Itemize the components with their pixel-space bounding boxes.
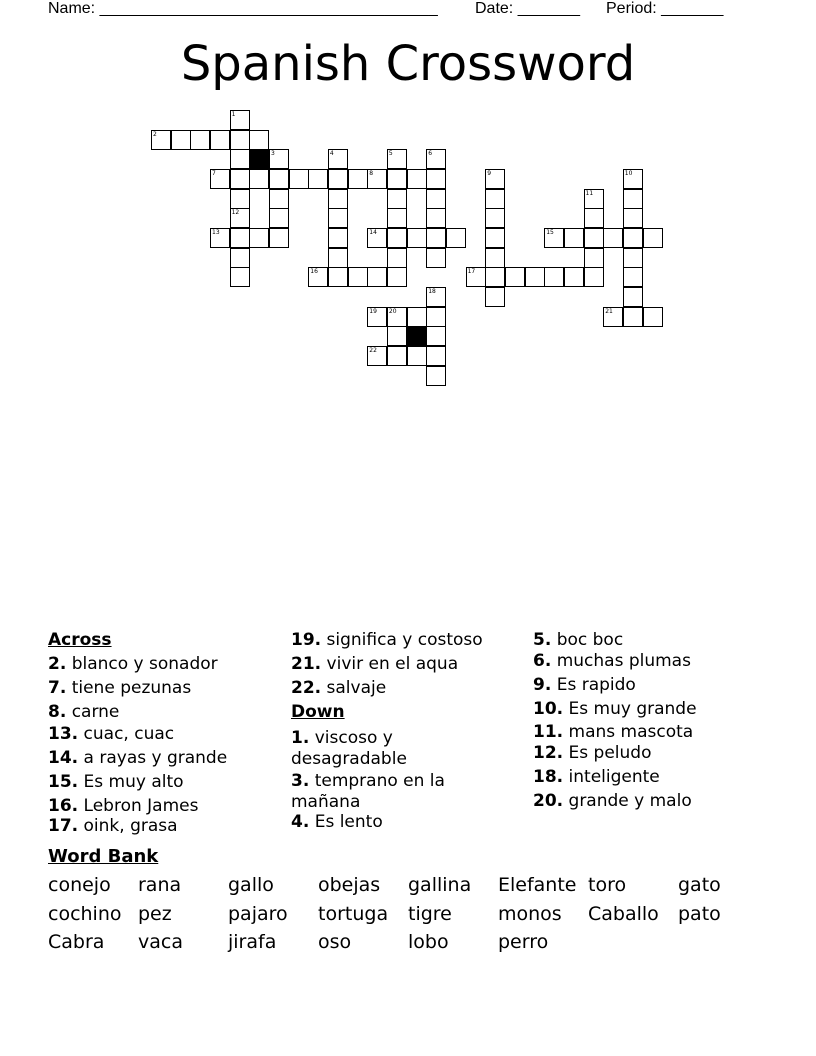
grid-cell[interactable] <box>230 228 250 248</box>
grid-cell[interactable] <box>407 228 427 248</box>
cell-number: 12 <box>231 209 240 217</box>
cell-number: 2 <box>153 130 157 138</box>
grid-cell-6[interactable] <box>426 149 446 169</box>
word-bank-item: rana <box>138 874 182 896</box>
grid-cell-14[interactable] <box>367 228 387 248</box>
grid-cell[interactable] <box>426 169 446 189</box>
grid-cell[interactable] <box>643 307 663 327</box>
clue-down-1: 1. viscoso y desagradable <box>291 728 407 769</box>
grid-cell[interactable] <box>387 326 407 346</box>
clue-across-17: 17. oink, grasa <box>48 816 178 836</box>
grid-cell[interactable] <box>328 208 348 228</box>
grid-cell[interactable] <box>210 130 230 150</box>
grid-cell[interactable] <box>387 346 407 366</box>
crossword-grid <box>0 0 816 400</box>
grid-cell[interactable] <box>269 169 289 189</box>
grid-cell-2[interactable] <box>151 130 171 150</box>
cell-number: 18 <box>428 287 436 295</box>
word-bank-item: conejo <box>48 874 111 896</box>
word-bank-item: gato <box>678 874 721 896</box>
grid-cell[interactable] <box>584 228 604 248</box>
cell-number: 3 <box>271 150 275 158</box>
grid-cell[interactable] <box>269 228 289 248</box>
clue-down-10: 10. Es muy grande <box>533 699 697 719</box>
period-label: Period: _______ <box>606 0 724 17</box>
clue-down-20: 20. grande y malo <box>533 791 692 811</box>
grid-cell[interactable] <box>230 130 250 150</box>
word-bank-item: vaca <box>138 931 183 953</box>
grid-cell[interactable] <box>485 189 505 209</box>
grid-cell-15[interactable] <box>544 228 564 248</box>
clue-across-8: 8. carne <box>48 702 120 722</box>
black-cell <box>249 149 269 169</box>
word-bank-item: pato <box>678 903 721 925</box>
word-bank-item: pez <box>138 903 172 925</box>
grid-cell[interactable] <box>584 267 604 287</box>
grid-cell[interactable] <box>230 169 250 189</box>
grid-cell[interactable] <box>643 228 663 248</box>
grid-cell[interactable] <box>269 189 289 209</box>
grid-cell[interactable] <box>407 307 427 327</box>
grid-cell[interactable] <box>328 267 348 287</box>
grid-cell-4[interactable] <box>328 149 348 169</box>
down-heading: Down <box>291 702 345 722</box>
word-bank-item: gallo <box>228 874 274 896</box>
grid-cell-9[interactable] <box>485 169 505 189</box>
grid-cell[interactable] <box>230 189 250 209</box>
grid-cell[interactable] <box>564 267 584 287</box>
grid-cell[interactable] <box>387 248 407 268</box>
word-bank-item: Caballo <box>588 903 659 925</box>
clue-across-15: 15. Es muy alto <box>48 772 184 792</box>
grid-cell[interactable] <box>623 208 643 228</box>
clue-down-6: 6. muchas plumas <box>533 651 691 671</box>
grid-cell[interactable] <box>623 267 643 287</box>
grid-cell[interactable] <box>584 208 604 228</box>
word-bank-item: Cabra <box>48 931 105 953</box>
grid-cell[interactable] <box>328 248 348 268</box>
word-bank-item: gallina <box>408 874 472 896</box>
grid-cell[interactable] <box>348 267 368 287</box>
grid-cell[interactable] <box>387 208 407 228</box>
grid-cell[interactable] <box>623 228 643 248</box>
word-bank-item: jirafa <box>228 931 277 953</box>
grid-cell[interactable] <box>387 228 407 248</box>
grid-cell-8[interactable] <box>367 169 387 189</box>
clue-down-3: 3. temprano en la mañana <box>291 771 445 812</box>
clue-across-7: 7. tiene pezunas <box>48 678 192 698</box>
grid-cell-18[interactable] <box>426 287 446 307</box>
grid-cell-16[interactable] <box>308 267 328 287</box>
cell-number: 16 <box>310 268 318 276</box>
cell-number: 15 <box>546 229 554 236</box>
grid-cell[interactable] <box>544 267 564 287</box>
cell-number: 8 <box>369 170 374 177</box>
grid-cell[interactable] <box>505 267 525 287</box>
grid-cell[interactable] <box>230 267 250 287</box>
clues-column-3 <box>533 630 773 820</box>
grid-cell-21[interactable] <box>603 307 623 327</box>
cell-number: 21 <box>605 307 613 315</box>
grid-cell[interactable] <box>426 228 446 248</box>
grid-cell[interactable] <box>485 208 505 228</box>
grid-cell[interactable] <box>328 189 348 209</box>
grid-cell[interactable] <box>348 169 368 189</box>
grid-cell[interactable] <box>485 248 505 268</box>
grid-cell[interactable] <box>623 189 643 209</box>
grid-cell-12[interactable] <box>230 208 250 228</box>
grid-cell[interactable] <box>249 169 269 189</box>
clue-down-5: 5. boc boc <box>533 630 624 650</box>
grid-cell[interactable] <box>387 169 407 189</box>
grid-cell[interactable] <box>426 366 446 386</box>
word-bank-item: obejas <box>318 874 381 896</box>
cell-number: 1 <box>231 111 236 118</box>
cell-number: 13 <box>212 229 220 236</box>
word-bank-item: tortuga <box>318 903 389 925</box>
grid-cell-1[interactable] <box>230 110 250 130</box>
cell-number: 4 <box>329 150 334 158</box>
clue-down-12: 12. Es peludo <box>533 743 652 763</box>
grid-cell[interactable] <box>426 248 446 268</box>
grid-cell[interactable] <box>623 307 643 327</box>
clues-column-2 <box>291 630 521 840</box>
cell-number: 19 <box>369 307 377 315</box>
grid-cell[interactable] <box>446 228 466 248</box>
word-bank-item: cochino <box>48 903 122 925</box>
cell-number: 22 <box>369 346 377 354</box>
grid-cell[interactable] <box>249 130 269 150</box>
clue-down-9: 9. Es rapido <box>533 675 636 695</box>
grid-cell[interactable] <box>426 326 446 346</box>
grid-cell[interactable] <box>269 208 289 228</box>
grid-cell-5[interactable] <box>387 149 407 169</box>
cell-number: 6 <box>428 150 433 158</box>
cell-number: 20 <box>388 307 397 315</box>
word-bank-item: Elefante <box>498 874 577 896</box>
grid-cell-22[interactable] <box>367 346 387 366</box>
grid-cell[interactable] <box>564 228 584 248</box>
clue-across-19: 19. significa y costoso <box>291 630 483 650</box>
grid-cell[interactable] <box>603 228 623 248</box>
grid-cell[interactable] <box>407 346 427 366</box>
clue-across-13: 13. cuac, cuac <box>48 724 175 744</box>
name-label: Name: ______________________________________ <box>48 0 438 17</box>
clues-column-1 <box>48 630 278 840</box>
grid-cell[interactable] <box>426 346 446 366</box>
grid-cell-13[interactable] <box>210 228 230 248</box>
black-cell <box>407 326 427 346</box>
grid-cell[interactable] <box>387 267 407 287</box>
clue-down-4: 4. Es lento <box>291 812 383 832</box>
word-bank-item: toro <box>588 874 627 896</box>
grid-cell[interactable] <box>367 267 387 287</box>
clue-across-16: 16. Lebron James <box>48 796 199 816</box>
across-heading: Across <box>48 630 112 650</box>
cell-number: 11 <box>585 189 594 197</box>
grid-cell[interactable] <box>249 228 269 248</box>
cell-number: 10 <box>624 170 633 177</box>
grid-cell[interactable] <box>623 248 643 268</box>
grid-cell[interactable] <box>623 287 643 307</box>
grid-cell[interactable] <box>426 189 446 209</box>
grid-cell-19[interactable] <box>367 307 387 327</box>
grid-cell-10[interactable] <box>623 169 643 189</box>
grid-cell[interactable] <box>230 149 250 169</box>
grid-cell[interactable] <box>426 307 446 327</box>
grid-cell[interactable] <box>525 267 545 287</box>
date-label: Date: _______ <box>475 0 580 17</box>
word-bank-item: monos <box>498 903 562 925</box>
word-bank-heading: Word Bank <box>48 846 159 867</box>
word-bank-item: oso <box>318 931 352 953</box>
grid-cell[interactable] <box>584 248 604 268</box>
grid-cell[interactable] <box>485 287 505 307</box>
word-bank-item: lobo <box>408 931 449 953</box>
grid-cell[interactable] <box>426 208 446 228</box>
grid-cell[interactable] <box>230 248 250 268</box>
word-bank-item: tigre <box>408 903 452 925</box>
cell-number: 17 <box>467 268 476 276</box>
grid-cell[interactable] <box>328 169 348 189</box>
clue-across-21: 21. vivir en el aqua <box>291 654 459 674</box>
grid-cell-11[interactable] <box>584 189 604 209</box>
clue-down-11: 11. mans mascota <box>533 722 694 742</box>
grid-cell[interactable] <box>308 169 328 189</box>
word-bank-item: perro <box>498 931 549 953</box>
grid-cell[interactable] <box>485 267 505 287</box>
cell-number: 7 <box>212 170 216 177</box>
grid-cell[interactable] <box>407 169 427 189</box>
cell-number: 14 <box>369 229 377 236</box>
clue-down-18: 18. inteligente <box>533 767 660 787</box>
clue-across-22: 22. salvaje <box>291 678 387 698</box>
cell-number: 9 <box>487 170 492 177</box>
grid-cell[interactable] <box>387 189 407 209</box>
grid-cell[interactable] <box>328 228 348 248</box>
grid-cell[interactable] <box>190 130 210 150</box>
grid-cell-3[interactable] <box>269 149 289 169</box>
grid-cell[interactable] <box>485 228 505 248</box>
grid-cell-7[interactable] <box>210 169 230 189</box>
grid-cell[interactable] <box>289 169 309 189</box>
word-bank-item: pajaro <box>228 903 288 925</box>
clue-across-14: 14. a rayas y grande <box>48 748 228 768</box>
grid-cell[interactable] <box>171 130 191 150</box>
clue-across-2: 2. blanco y sonador <box>48 654 218 674</box>
cell-number: 5 <box>388 150 393 158</box>
grid-cell-17[interactable] <box>466 267 486 287</box>
grid-cell-20[interactable] <box>387 307 407 327</box>
page-title: Spanish Crossword <box>180 36 636 92</box>
